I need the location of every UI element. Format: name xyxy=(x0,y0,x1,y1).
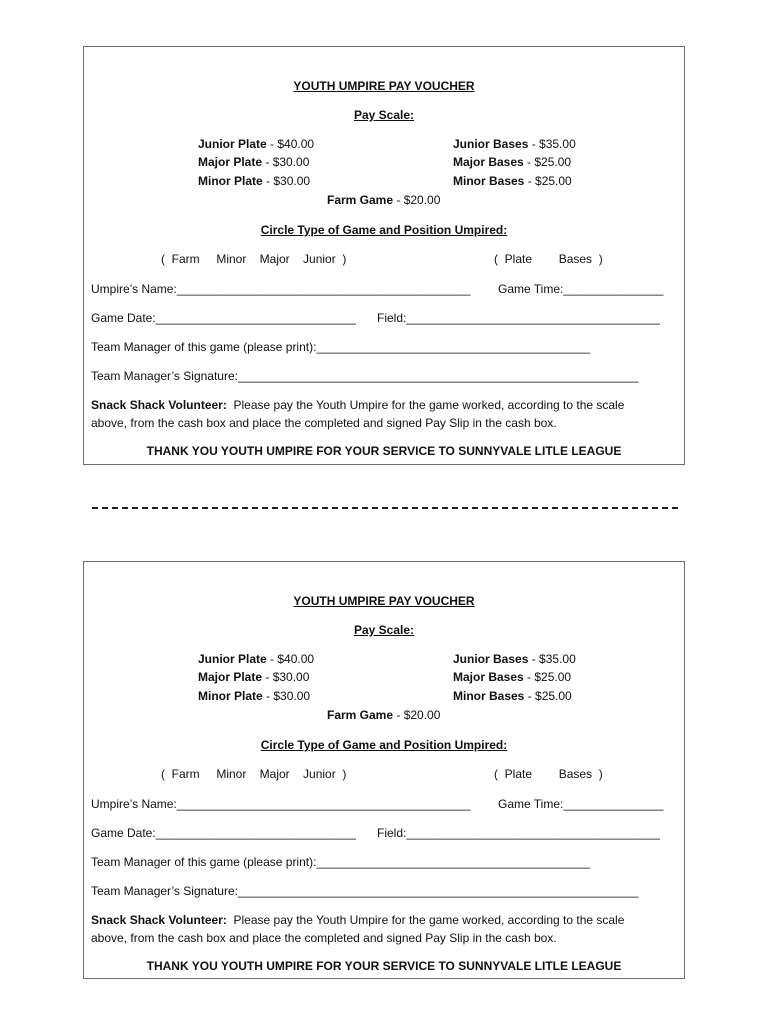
rate-value: - $35.00 xyxy=(528,652,576,666)
rate-farm-game xyxy=(327,193,440,207)
rate-label: Major Plate xyxy=(198,670,263,684)
volunteer-text-line-2: above, from the cash box and place the completed and signed Pay Slip in the cash box. xyxy=(91,416,557,430)
position-options[interactable]: ( Plate Bases ) xyxy=(494,252,603,266)
rate-label: Minor Bases xyxy=(453,174,525,188)
game-date-field[interactable]: Game Date:______________________________ xyxy=(91,826,356,840)
rate-label: Farm Game xyxy=(327,708,394,722)
rate-major-plate xyxy=(198,155,309,169)
rate-label: Major Plate xyxy=(198,155,263,169)
rate-junior-plate xyxy=(198,137,314,151)
rate-farm-game xyxy=(327,708,440,722)
game-type-options[interactable]: ( Farm Minor Major Junior ) xyxy=(161,767,347,781)
rate-label: Junior Plate xyxy=(198,652,267,666)
rate-minor-bases xyxy=(453,174,572,188)
rate-value: - $40.00 xyxy=(266,652,315,666)
rate-junior-plate xyxy=(198,652,314,666)
rate-major-plate xyxy=(198,670,309,684)
volunteer-text: Please pay the Youth Umpire for the game worked, according to the scale xyxy=(226,398,625,412)
rate-value: - $25.00 xyxy=(523,670,572,684)
position-options[interactable]: ( Plate Bases ) xyxy=(494,767,603,781)
field-field[interactable]: Field:______________________________________ xyxy=(377,826,660,840)
manager-print-field[interactable]: Team Manager of this game (please print):_________________________________________ xyxy=(91,340,591,354)
field-field[interactable]: Field:______________________________________ xyxy=(377,311,660,325)
rate-value: - $25.00 xyxy=(523,155,572,169)
rate-value: - $25.00 xyxy=(524,689,572,703)
rate-minor-plate xyxy=(198,689,310,703)
rate-minor-plate xyxy=(198,174,310,188)
volunteer-label: Snack Shack Volunteer: xyxy=(91,913,227,927)
rate-major-bases xyxy=(453,155,571,169)
volunteer-text-line-2: above, from the cash box and place the completed and signed Pay Slip in the cash box. xyxy=(91,931,557,945)
thank-you-text: THANK YOU YOUTH UMPIRE FOR YOUR SERVICE TO SUNNYVALE LITLE LEAGUE xyxy=(146,959,622,973)
manager-signature-field[interactable]: Team Manager’s Signature:____________________________________________________________ xyxy=(91,884,639,898)
rate-major-bases xyxy=(453,670,571,684)
cut-line-divider xyxy=(92,507,678,509)
manager-signature-field[interactable]: Team Manager’s Signature:____________________________________________________________ xyxy=(91,369,639,383)
circle-heading: Circle Type of Game and Position Umpired: xyxy=(260,738,508,752)
umpire-name-field[interactable]: Umpire’s Name:____________________________________________ xyxy=(91,797,471,811)
volunteer-label: Snack Shack Volunteer: xyxy=(91,398,227,412)
rate-label: Major Bases xyxy=(453,670,524,684)
umpire-name-field[interactable]: Umpire’s Name:____________________________________________ xyxy=(91,282,471,296)
game-date-field[interactable]: Game Date:______________________________ xyxy=(91,311,356,325)
volunteer-instructions xyxy=(91,398,624,412)
rate-value: - $30.00 xyxy=(262,155,310,169)
rate-label: Junior Bases xyxy=(453,137,529,151)
pay-scale-label: Pay Scale: xyxy=(353,623,415,637)
volunteer-instructions xyxy=(91,913,624,927)
circle-heading: Circle Type of Game and Position Umpired: xyxy=(260,223,508,237)
voucher-title: YOUTH UMPIRE PAY VOUCHER xyxy=(293,594,475,608)
rate-value: - $25.00 xyxy=(524,174,572,188)
rate-junior-bases xyxy=(453,137,576,151)
rate-label: Minor Plate xyxy=(198,174,263,188)
rate-label: Junior Plate xyxy=(198,137,267,151)
rate-value: - $30.00 xyxy=(262,670,310,684)
voucher-title: YOUTH UMPIRE PAY VOUCHER xyxy=(293,79,475,93)
rate-label: Minor Bases xyxy=(453,689,525,703)
game-type-options[interactable]: ( Farm Minor Major Junior ) xyxy=(161,252,347,266)
rate-value: - $30.00 xyxy=(262,689,311,703)
rate-junior-bases xyxy=(453,652,576,666)
rate-value: - $20.00 xyxy=(393,193,441,207)
rate-label: Farm Game xyxy=(327,193,394,207)
volunteer-text: Please pay the Youth Umpire for the game worked, according to the scale xyxy=(226,913,625,927)
rate-minor-bases xyxy=(453,689,572,703)
rate-value: - $35.00 xyxy=(528,137,576,151)
voucher-top xyxy=(83,46,685,465)
game-time-field[interactable]: Game Time:_______________ xyxy=(498,282,664,296)
rate-label: Minor Plate xyxy=(198,689,263,703)
game-time-field[interactable]: Game Time:_______________ xyxy=(498,797,664,811)
rate-value: - $20.00 xyxy=(393,708,441,722)
pay-scale-label: Pay Scale: xyxy=(353,108,415,122)
rate-label: Junior Bases xyxy=(453,652,529,666)
voucher-bottom xyxy=(83,561,685,979)
rate-value: - $30.00 xyxy=(262,174,311,188)
rate-value: - $40.00 xyxy=(266,137,315,151)
thank-you-text: THANK YOU YOUTH UMPIRE FOR YOUR SERVICE TO SUNNYVALE LITLE LEAGUE xyxy=(146,444,622,458)
rate-label: Major Bases xyxy=(453,155,524,169)
manager-print-field[interactable]: Team Manager of this game (please print):_________________________________________ xyxy=(91,855,591,869)
